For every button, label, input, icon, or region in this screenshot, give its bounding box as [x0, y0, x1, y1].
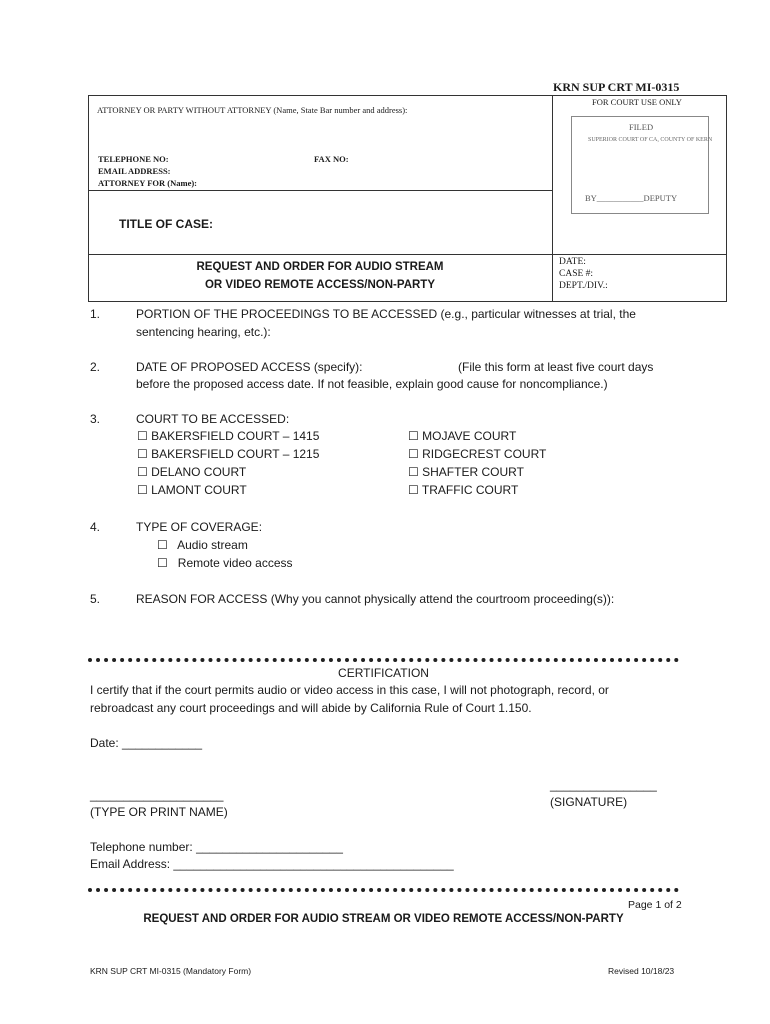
checkbox-icon[interactable]: ☐	[137, 465, 148, 479]
court-list-left	[137, 427, 319, 499]
item3-label: COURT TO BE ACCESSED:	[136, 412, 290, 426]
email-label: EMAIL ADDRESS:	[98, 166, 171, 176]
item2-note: (File this form at least five court days	[458, 360, 654, 374]
caption-divider-vertical	[552, 96, 553, 302]
court-list-right	[408, 427, 546, 499]
checkbox-icon[interactable]: ☐	[157, 538, 168, 552]
footer-form-note: KRN SUP CRT MI-0315 (Mandatory Form)	[90, 966, 252, 976]
court-option-label: SHAFTER COURT	[422, 465, 524, 479]
court-option[interactable]	[408, 427, 546, 445]
item1-number: 1.	[90, 307, 101, 321]
dotted-separator-bottom	[88, 888, 679, 892]
certification-title: CERTIFICATION	[338, 666, 429, 680]
email-field[interactable]: Email Address: __________________________________________	[90, 857, 454, 871]
dept-label: DEPT./DIV.:	[559, 281, 608, 291]
court-option[interactable]	[408, 463, 546, 481]
court-option-label: BAKERSFIELD COURT – 1215	[151, 447, 320, 461]
request-title-line1: REQUEST AND ORDER FOR AUDIO STREAM	[196, 261, 444, 273]
attorney-label: ATTORNEY OR PARTY WITHOUT ATTORNEY (Name, State Bar number and address):	[97, 105, 408, 115]
attorney-for-label: ATTORNEY FOR (Name):	[98, 178, 197, 188]
telephone-field[interactable]: Telephone number: ______________________	[90, 840, 343, 854]
item5-number: 5.	[90, 592, 101, 606]
checkbox-icon[interactable]: ☐	[408, 465, 419, 479]
date-label: DATE:	[559, 257, 586, 267]
superior-court-label: SUPERIOR COURT OF CA, COUNTY OF KERN	[588, 137, 713, 143]
court-option[interactable]	[408, 481, 546, 499]
certification-line1: I certify that if the court permits audio or video access in this case, I will not photograph, record, or	[90, 683, 609, 697]
checkbox-icon[interactable]: ☐	[408, 483, 419, 497]
name-label: (TYPE OR PRINT NAME)	[90, 805, 228, 819]
telephone-label: TELEPHONE NO:	[98, 154, 169, 164]
signature-field[interactable]: ________________	[550, 778, 657, 792]
form-id: KRN SUP CRT MI-0315	[553, 80, 680, 94]
coverage-option-label: Remote video access	[177, 556, 293, 570]
court-option-label: TRAFFIC COURT	[421, 483, 519, 497]
coverage-list	[157, 536, 293, 572]
checkbox-icon[interactable]: ☐	[137, 429, 148, 443]
checkbox-icon[interactable]: ☐	[408, 447, 419, 461]
coverage-option-label: Audio stream	[177, 538, 248, 552]
court-option[interactable]	[408, 445, 546, 463]
request-title	[88, 258, 552, 294]
item2-label: DATE OF PROPOSED ACCESS (specify):	[136, 360, 363, 374]
item2-number: 2.	[90, 360, 101, 374]
court-option-label: DELANO COURT	[151, 465, 247, 479]
dotted-separator-top	[88, 658, 679, 662]
caption-divider-left	[89, 190, 553, 191]
court-option[interactable]	[137, 427, 319, 445]
court-option-label: RIDGECREST COURT	[422, 447, 547, 461]
checkbox-icon[interactable]: ☐	[408, 429, 419, 443]
case-info	[559, 256, 608, 292]
name-field[interactable]: ____________________	[90, 788, 224, 802]
title-of-case-label: TITLE OF CASE:	[119, 217, 213, 231]
footer-revised: Revised 10/18/23	[608, 966, 675, 976]
item1-text	[136, 305, 636, 341]
court-option-label: BAKERSFIELD COURT – 1415	[151, 429, 320, 443]
checkbox-icon[interactable]: ☐	[137, 447, 148, 461]
case-number-label: CASE #:	[559, 269, 594, 279]
date-field[interactable]: Date: ____________	[90, 736, 203, 750]
checkbox-icon[interactable]: ☐	[137, 483, 148, 497]
filed-label: FILED	[629, 122, 654, 132]
page-number: Page 1 of 2	[628, 899, 682, 911]
court-use-label: FOR COURT USE ONLY	[592, 97, 682, 107]
court-option-label: LAMONT COURT	[151, 483, 247, 497]
item4-number: 4.	[90, 520, 101, 534]
by-deputy-label: BY___________DEPUTY	[585, 193, 678, 203]
fax-label: FAX NO:	[314, 154, 349, 164]
certification-text	[90, 681, 609, 717]
coverage-option[interactable]	[157, 536, 293, 554]
certification-line2: rebroadcast any court proceedings and will abide by California Rule of Court 1.150.	[90, 701, 532, 715]
court-option-label: MOJAVE COURT	[422, 429, 517, 443]
signature-label: (SIGNATURE)	[550, 795, 628, 809]
court-option[interactable]	[137, 463, 319, 481]
request-title-line2: OR VIDEO REMOTE ACCESS/NON-PARTY	[204, 279, 436, 291]
footer-title: REQUEST AND ORDER FOR AUDIO STREAM OR VIDEO REMOTE ACCESS/NON-PARTY	[143, 913, 624, 925]
item1-line2: sentencing hearing, etc.):	[136, 325, 271, 339]
item1-line1: PORTION OF THE PROCEEDINGS TO BE ACCESSED (e.g., particular witnesses at trial, the	[136, 307, 636, 321]
caption-divider-full	[89, 254, 727, 255]
item3-number: 3.	[90, 412, 101, 426]
item4-label: TYPE OF COVERAGE:	[136, 520, 263, 534]
court-option[interactable]	[137, 481, 319, 499]
item5-label: REASON FOR ACCESS (Why you cannot physically attend the courtroom proceeding(s)):	[136, 592, 615, 606]
checkbox-icon[interactable]: ☐	[157, 556, 168, 570]
court-option[interactable]	[137, 445, 319, 463]
coverage-option[interactable]	[157, 554, 293, 572]
item2-line2: before the proposed access date. If not feasible, explain good cause for noncompliance.)	[136, 377, 608, 391]
